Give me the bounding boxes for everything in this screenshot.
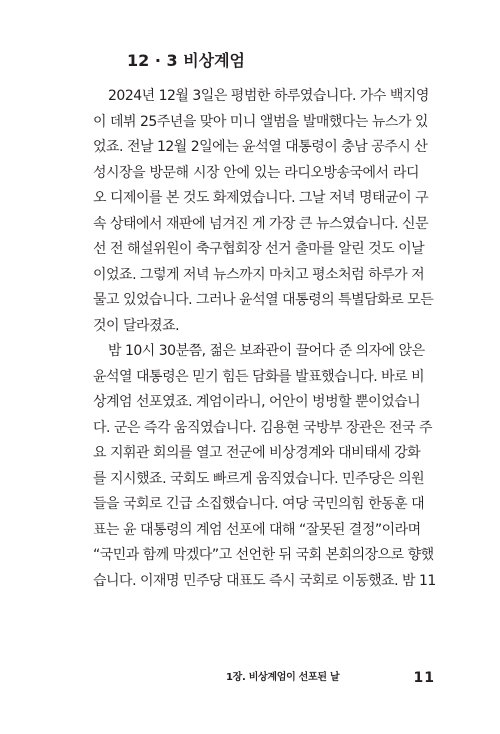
paragraph-line: 를 지시했죠. 국회도 빠르게 움직였습니다. 민주당은 의원 (93, 470, 425, 487)
paragraph-line: “국민과 함께 막겠다”고 선언한 뒤 국회 본회의장으로 향했 (93, 547, 434, 563)
paragraph-line: 성시장을 방문해 시장 안에 있는 라디오방송국에서 라디 (93, 164, 419, 181)
section-heading: 12 · 3 비상계엄 (127, 51, 246, 70)
paragraph-line: 표는 윤 대통령의 계엄 선포에 대해 “잘못된 결정”이라며 (93, 521, 421, 538)
page-footer (0, 668, 500, 688)
paragraph-line: 선 전 해설위원이 축구협회장 선거 출마를 알린 것도 이날 (93, 241, 425, 257)
paragraph-line: 물고 있었습니다. 그러나 윤석열 대통령의 특별담화로 모든 (93, 292, 434, 308)
paragraph-line: 이 데뷔 25주년을 맞아 미니 앨범을 발매했다는 뉴스가 있 (93, 113, 428, 130)
paragraph-line: 요 지휘관 회의를 열고 전군에 비상경계와 대비태세 강화 (93, 445, 421, 461)
paragraph-line: 들을 국회로 긴급 소집했습니다. 여당 국민의힘 한동훈 대 (93, 496, 425, 512)
paragraph-line: 오 디제이를 본 것도 화제였습니다. 그날 저녁 명태균이 구 (93, 190, 429, 206)
paragraph-line: 다. 군은 즉각 움직였습니다. 김용현 국방부 장관은 전국 주 (93, 419, 433, 436)
paragraph-line: 2024년 12월 3일은 평범한 하루였습니다. 가수 백지영 (108, 88, 429, 104)
paragraph-line: 었죠. 전날 12월 2일에는 윤석열 대통령이 충남 공주시 산 (93, 139, 428, 155)
running-chapter-title: 1장. 비상계엄이 선포된 날 (226, 672, 340, 683)
paragraph-line: 이었죠. 그렇게 저녁 뉴스까지 마치고 평소처럼 하루가 저 (93, 266, 425, 283)
paragraph-line: 윤석열 대통령은 믿기 힘든 담화를 발표했습니다. 바로 비 (93, 368, 425, 385)
paragraph-line: 상계엄 선포였죠. 계엄이라니, 어안이 벙벙할 뿐이었습니 (93, 394, 421, 410)
body-text (93, 84, 436, 594)
paragraph-line: 습니다. 이재명 민주당 대표도 즉시 국회로 이동했죠. 밤 11 (93, 572, 436, 589)
paragraph-line: 것이 달라졌죠. (93, 317, 180, 334)
page-number: 11 (413, 670, 435, 686)
paragraph-line: 밤 10시 30분쯤, 젊은 보좌관이 끌어다 준 의자에 앉은 (108, 343, 425, 359)
paragraph-line: 속 상태에서 재판에 넘겨진 게 가장 큰 뉴스였습니다. 신문 (93, 215, 429, 232)
